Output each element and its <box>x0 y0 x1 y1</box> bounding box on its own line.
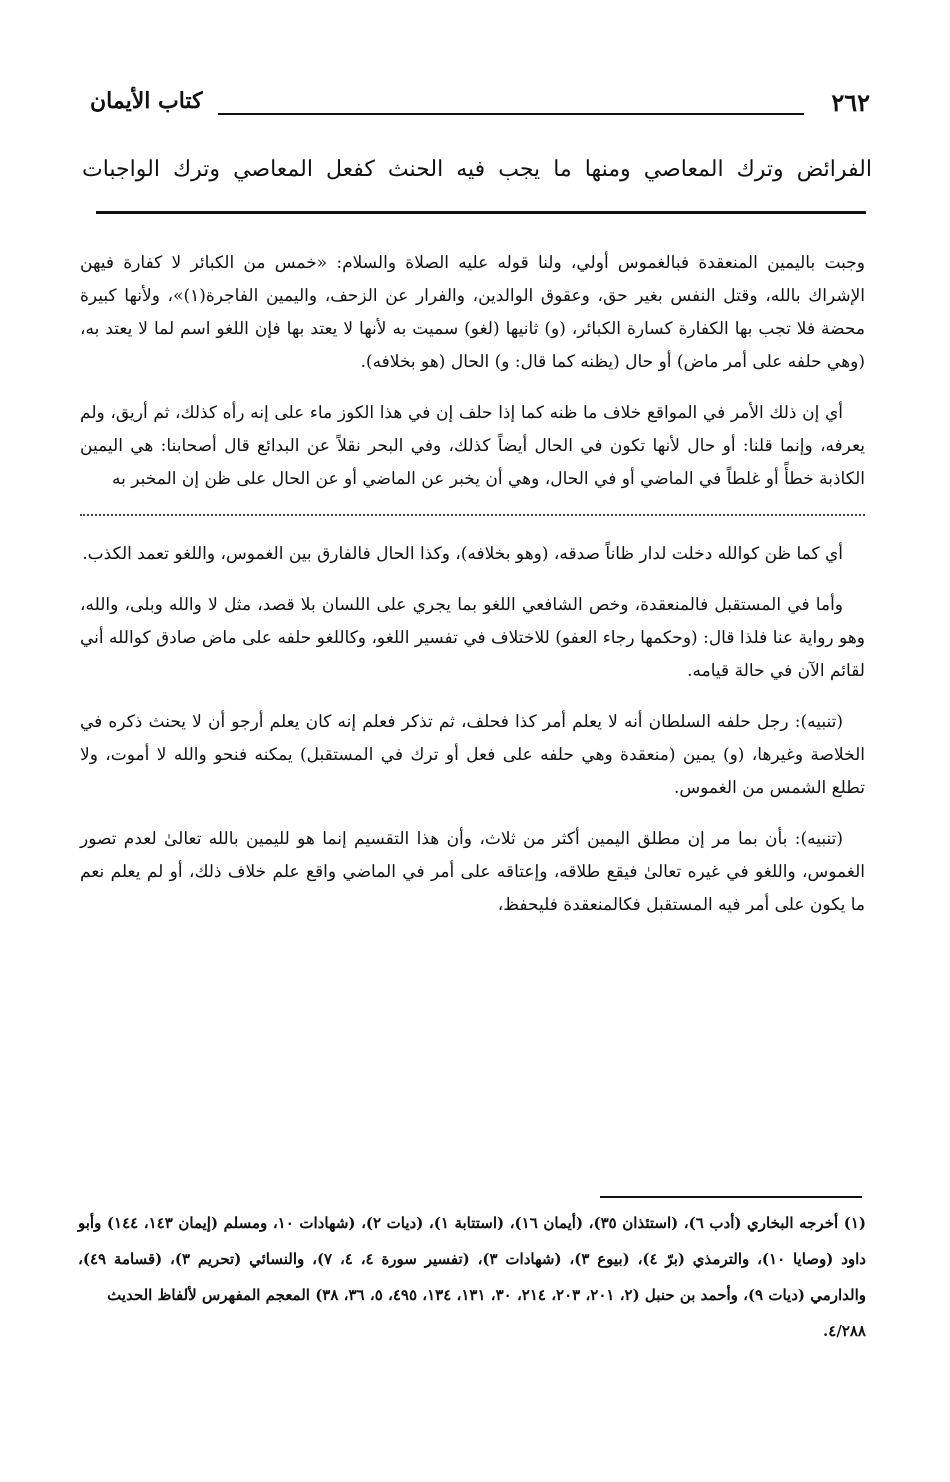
paragraph: (تنبيه): رجل حلفه السلطان أنه لا يعلم أمر كذا فحلف، ثم تذكر فعلم إنه كان يعلم أرجو أن لا يحنث ذكره في الخلاصة وغيرها، (و) يمين (منعقدة وهي حلفه على فعل أو ترك في المستقبل) يمكنه فنحو والله لا أموت، ولا تطلع الشمس من الغموس. <box>80 712 865 798</box>
page-number: ٢٦٢ <box>831 88 870 117</box>
paragraph: أي إن ذلك الأمر في المواقع خلاف ما ظنه كما إذا حلف إن في هذا الكوز ماء على إنه رأه كذلك، ثم أريق، ولم يعرفه، وإنما قلنا: أو حال لأنها تكون في الحال أيضاً كذلك، وفي البحر نقلاً عن البدائع قال أصحابنا: هي اليمين الكاذبة خطأً أو غلطاً في الماضي أو في الحال، وهي أن يخبر عن الماضي أو عن الحال على ظن إن المخبر به <box>80 403 865 489</box>
matn-divider <box>96 211 866 214</box>
paragraph: أي كما ظن كوالله دخلت لدار ظاناً صدقه، (وهو بخلافه)، وكذا الحال فالفارق بين الغموس، واللغو تعمد الكذب. <box>82 544 843 564</box>
footnote-text: (١) أخرجه البخاري (أدب ٦)، (استئذان ٣٥)، (أيمان ١٦)، (استتابة ١)، (ديات ٢)، (شهادات ١٠، ومسلم (إيمان ١٤٣، ١٤٤) وأبو داود (وصايا ١٠)، والترمذي (برّ ٤)، (بيوع ٣)، (شهادات ٣)، (تفسير سورة ٤، ٤، ٧)، والنسائي (تحريم ٣)، (قسامة ٤٩)، والدارمي (ديات ٩)، وأحمد بن حنبل (٢، ٢٠١، ٢٠٣، ٢١٤، ٣٠، ١٣١، ١٣٤، ٤٩٥، ٥، ٣٦، ٣٨) المعجم المفهرس لألفاظ الحديث <box>78 1214 866 1304</box>
paragraph: وأما في المستقبل فالمنعقدة، وخص الشافعي اللغو بما يجري على اللسان بلا قصد، مثل لا والله وبلى، والله، وهو رواية عنا فلذا قال: (وحكمها رجاء العفو) للاختلاف في تفسير اللغو، وكاللغو حلفه على ماض صادق كوالله أني لقائم الآن في حالة قيامه. <box>80 595 865 681</box>
header-rule <box>218 113 804 115</box>
page-header <box>90 88 870 128</box>
commentary-body <box>80 247 865 922</box>
paragraph: وجبت باليمين المنعقدة فبالغموس أولي، ولنا قوله عليه الصلاة والسلام: «خمس من الكبائر لا كفارة فيهن الإشراك بالله، وقتل النفس بغير حق، وعقوق الوالدين، والفرار عن الزحف، واليمين الفاجرة(١)»، ولأنها كبيرة محضة فلا تجب بها الكفارة كسارة الكبائر، (و) ثانيها (لغو) سميت به لأنها لا يعتد بها فإن اللغو اسم لما لا يعتد به، (وهي حلفه على أمر ماض) أو حال (يظنه كما قال: و) الحال (هو بخلافه). <box>80 253 865 372</box>
footnote-rule <box>600 1196 862 1198</box>
paragraph: (تنبيه): بأن بما مر إن مطلق اليمين أكثر من ثلاث، وأن هذا التقسيم إنما هو لليمين بالله تعالىٰ لعدم تصور الغموس، واللغو في غيره تعالىٰ فيقع طلاقه، وإعتاقه على أمر في الماضي واقع علم خلاف ذلك، أو لم يعلم نعم ما يكون على أمر فيه المستقبل فكالمنعقدة فليحفظ، <box>80 829 865 915</box>
running-title: كتاب الأيمان <box>90 88 203 114</box>
footnote-last-line: ٤/٢٨٨. <box>823 1322 866 1340</box>
footnote <box>78 1205 866 1349</box>
dotted-separator <box>80 514 865 516</box>
matn-text: الفرائض وترك المعاصي ومنها ما يجب فيه الحنث كفعل المعاصي وترك الواجبات <box>82 157 872 182</box>
